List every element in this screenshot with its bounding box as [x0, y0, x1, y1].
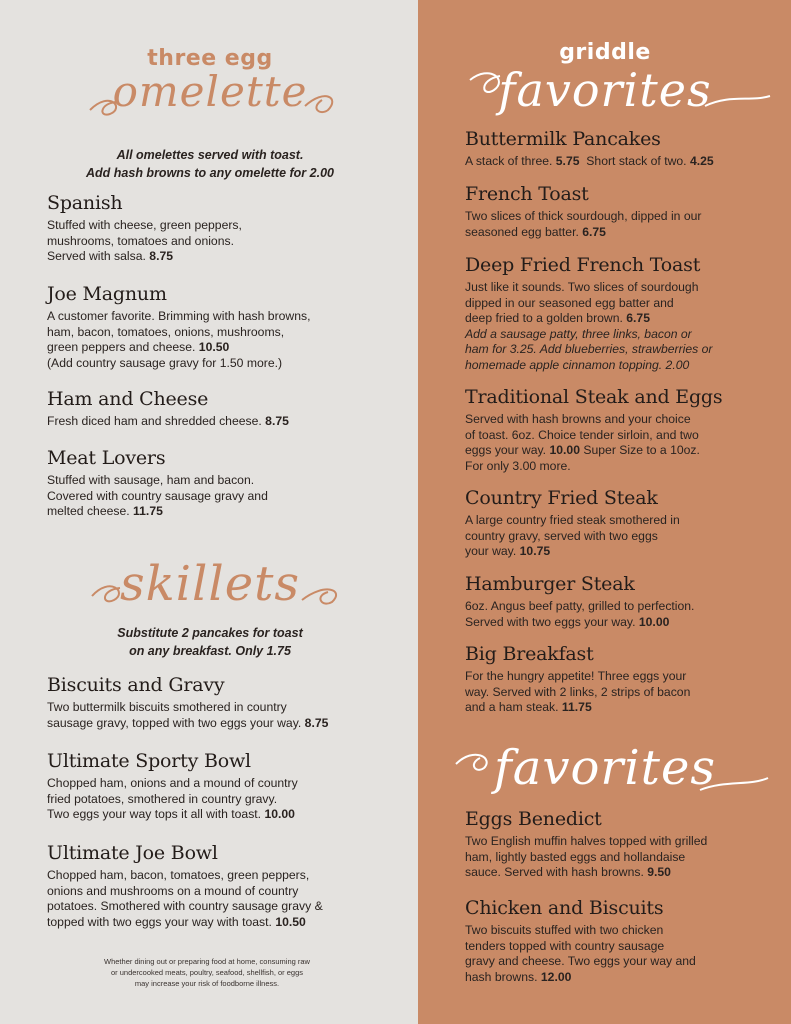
skillets-script-title: skillets	[119, 556, 301, 612]
item-price: 9.50	[647, 865, 671, 879]
item-extra: (Add country sausage gravy for 1.50 more.)	[47, 355, 283, 370]
item-desc-line: onions and mushrooms on a mound of country	[47, 883, 299, 898]
menu-item-big-breakfast	[465, 643, 775, 716]
item-desc-line: melted cheese.	[47, 504, 130, 518]
menu-item-buttermilk-pancakes	[465, 128, 775, 170]
item-name: Joe Magnum	[47, 283, 167, 305]
item-desc-line: A large country fried steak smothered in	[465, 513, 680, 527]
menu-item-biscuits-and-gravy	[47, 674, 412, 731]
item-desc-line: potatoes. Smothered with country sausage gravy &	[47, 899, 323, 913]
item-addon-line: homemade apple cinnamon topping. 2.00	[465, 357, 690, 372]
item-desc-line: Covered with country sausage gravy and	[47, 488, 268, 503]
item-price: 10.00	[264, 807, 295, 821]
item-desc-line: Short stack of two.	[586, 154, 687, 168]
item-desc-line: Two eggs your way tops it all with toast.	[47, 807, 262, 821]
item-desc-line: sausage gravy, topped with two eggs your way.	[47, 715, 302, 730]
item-name: Hamburger Steak	[465, 573, 635, 595]
omelette-note-line2: Add hash browns to any omelette for 2.00	[86, 166, 334, 180]
item-price: 11.75	[561, 700, 592, 714]
favorites-script-title: favorites	[493, 740, 717, 796]
item-desc-line: country gravy, served with two eggs	[465, 528, 658, 543]
item-desc-line: Two buttermilk biscuits smothered in country	[47, 700, 287, 714]
menu-item-ham-and-cheese	[47, 388, 407, 430]
menu-item-hamburger-steak	[465, 573, 775, 630]
item-desc-line: Stuffed with sausage, ham and bacon.	[47, 473, 255, 487]
griddle-script-title: favorites	[498, 63, 712, 117]
item-desc-line: seasoned egg batter.	[465, 224, 579, 239]
item-price: 8.75	[265, 414, 289, 428]
item-desc-line: topped with two eggs your way with toast.	[47, 914, 272, 929]
omelette-small-title: three egg	[147, 46, 273, 71]
skillets-note-line1: Substitute 2 pancakes for toast	[117, 626, 303, 640]
omelette-note-line1: All omelettes served with toast.	[116, 148, 304, 162]
disclaimer-line: may increase your risk of foodborne illness.	[134, 979, 280, 988]
menu-item-eggs-benedict	[465, 808, 775, 881]
menu-item-spanish	[47, 192, 407, 265]
item-desc-line: Just like it sounds. Two slices of sourdough	[465, 280, 699, 294]
item-price: 12.00	[540, 969, 572, 984]
omelette-note	[60, 146, 360, 182]
item-desc-line: Served with hash browns and your choice	[465, 412, 691, 426]
item-desc-line: A stack of three.	[465, 154, 553, 168]
item-desc-line: ham, lightly basted eggs and hollandaise	[465, 849, 686, 864]
item-addon-line: Add a sausage patty, three links, bacon or	[465, 326, 692, 341]
item-desc-line: hash browns.	[465, 969, 538, 984]
item-desc-line: green peppers and cheese.	[47, 340, 196, 354]
menu-item-country-fried-steak	[465, 487, 775, 560]
menu-item-ultimate-joe-bowl	[47, 842, 412, 930]
menu-item-deep-fried-french-toast	[465, 254, 775, 373]
item-name: Big Breakfast	[465, 643, 594, 665]
disclaimer-line: Whether dining out or preparing food at home, consuming raw	[104, 957, 310, 966]
item-desc-line: For the hungry appetite! Three eggs your	[465, 669, 687, 683]
omelette-script-title: omelette	[112, 67, 308, 116]
menu-item-meat-lovers	[47, 447, 407, 520]
item-desc-line: eggs your way.	[465, 443, 547, 457]
item-desc-line: of toast. 6oz. Choice tender sirloin, and two	[465, 427, 699, 442]
item-name: Ultimate Joe Bowl	[47, 842, 218, 864]
item-name: Eggs Benedict	[465, 808, 602, 830]
item-desc-line: A customer favorite. Brimming with hash browns,	[47, 309, 311, 323]
item-desc-line: Served with two eggs your way.	[465, 614, 636, 629]
menu-item-french-toast	[465, 183, 775, 240]
menu-item-chicken-and-biscuits	[465, 897, 775, 985]
item-desc-line: Two biscuits stuffed with two chicken	[465, 923, 664, 937]
item-price: 8.75	[149, 249, 174, 263]
skillets-note	[60, 624, 360, 660]
item-price: 10.50	[275, 914, 306, 929]
item-extra: For only 3.00 more.	[465, 458, 571, 473]
item-desc-line: way. Served with 2 links, 2 strips of bacon	[465, 684, 691, 699]
item-desc-line: Chopped ham, onions and a mound of country	[47, 776, 298, 790]
item-price: 10.00	[638, 614, 670, 629]
omelette-flourish	[70, 80, 370, 120]
item-name: Traditional Steak and Eggs	[465, 386, 723, 408]
item-name: French Toast	[465, 183, 589, 205]
item-price: 4.25	[689, 154, 714, 168]
item-price: 8.75	[304, 715, 329, 730]
item-desc-line: Stuffed with cheese, green peppers,	[47, 218, 242, 232]
item-price: 10.00	[549, 443, 580, 457]
griddle-flourish	[450, 66, 780, 116]
item-desc-line: Fresh diced ham and shredded cheese.	[47, 414, 262, 428]
favorites-flourish	[450, 740, 780, 800]
item-desc-line: dipped in our seasoned egg batter and	[465, 295, 674, 310]
food-safety-disclaimer	[62, 956, 352, 989]
item-price: 6.75	[626, 311, 650, 325]
item-addon-line: ham for 3.25. Add blueberries, strawberries or	[465, 342, 713, 356]
item-desc-line: Chopped ham, bacon, tomatoes, green peppers,	[47, 868, 310, 882]
item-name: Ham and Cheese	[47, 388, 209, 410]
item-desc-line: ham, bacon, tomatoes, onions, mushrooms,	[47, 324, 285, 339]
item-desc-line: 6oz. Angus beef patty, grilled to perfection.	[465, 599, 695, 613]
menu-item-joe-magnum	[47, 283, 407, 371]
item-name: Chicken and Biscuits	[465, 897, 664, 919]
skillets-note-line2: on any breakfast. Only 1.75	[129, 644, 291, 658]
item-name: Spanish	[47, 192, 123, 214]
item-price: 10.50	[198, 340, 230, 354]
griddle-small-title: griddle	[559, 40, 651, 65]
item-desc-line: sauce. Served with hash browns.	[465, 865, 644, 879]
item-desc-line: fried potatoes, smothered in country gravy.	[47, 791, 278, 806]
item-name: Meat Lovers	[47, 447, 166, 469]
item-desc-line: tenders topped with country sausage	[465, 938, 665, 953]
item-name: Deep Fried French Toast	[465, 254, 701, 276]
item-price: 11.75	[133, 504, 163, 518]
item-name: Country Fried Steak	[465, 487, 658, 509]
item-desc-line: and a ham steak.	[465, 700, 559, 714]
item-price: 5.75	[555, 154, 580, 168]
item-desc-line: deep fried to a golden brown.	[465, 311, 623, 325]
disclaimer-line: or undercooked meats, poultry, seafood, shellfish, or eggs	[110, 968, 304, 977]
item-desc-line: gravy and cheese. Two eggs your way and	[465, 954, 696, 968]
item-desc-line: Served with salsa.	[47, 249, 146, 263]
item-desc-line: Two slices of thick sourdough, dipped in our	[465, 209, 702, 223]
item-desc-line: Two English muffin halves topped with grilled	[465, 834, 708, 848]
skillets-flourish	[70, 570, 370, 610]
item-name: Biscuits and Gravy	[47, 674, 225, 696]
item-desc-line: mushrooms, tomatoes and onions.	[47, 233, 234, 248]
item-price: 6.75	[582, 224, 606, 239]
item-name: Ultimate Sporty Bowl	[47, 750, 251, 772]
menu-item-ultimate-sporty-bowl	[47, 750, 412, 823]
item-desc-line: your way.	[465, 544, 517, 558]
menu-item-traditional-steak-and-eggs	[465, 386, 775, 474]
item-name: Buttermilk Pancakes	[465, 128, 661, 150]
item-price: 10.75	[519, 544, 551, 558]
item-desc-line: Super Size to a 10oz.	[583, 443, 700, 457]
